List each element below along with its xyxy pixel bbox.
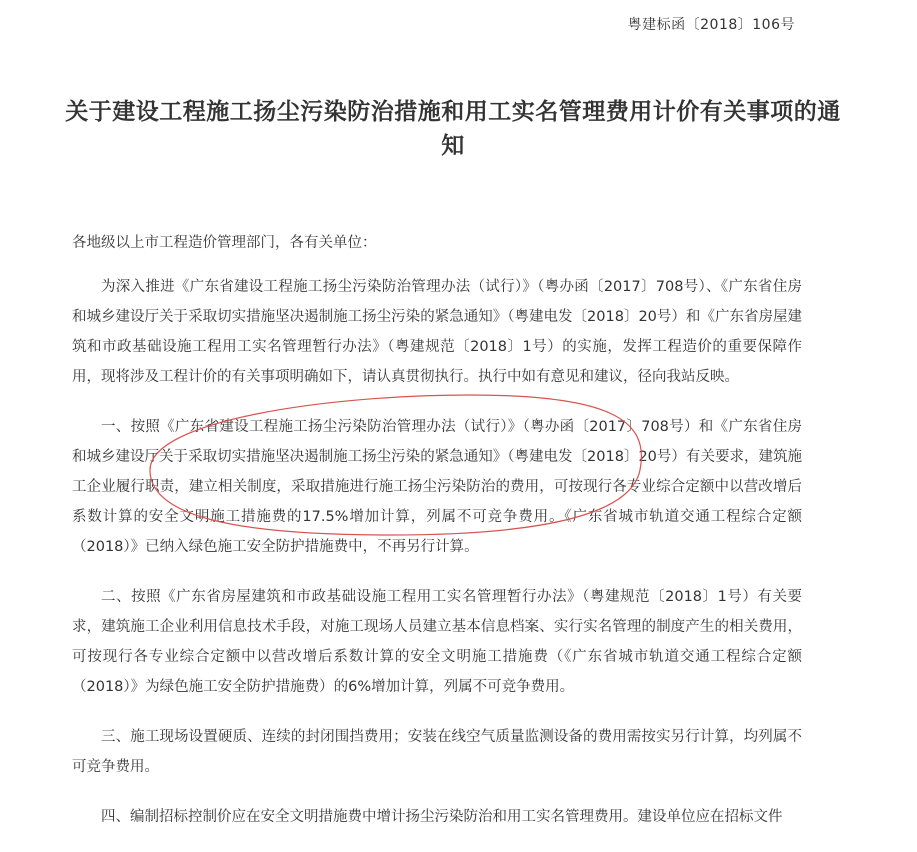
paragraph-item-4: 四、编制招标控制价应在安全文明措施费中增计扬尘污染防治和用工实名管理费用。建设单位应在招标文件 [101,809,783,825]
document-title: 关于建设工程施工扬尘污染防治措施和用工实名管理费用计价有关事项的通知 [65,99,841,159]
salutation: 各地级以上市工程造价管理部门，各有关单位： [72,235,377,251]
paragraph-item-1: 一、按照《广东省建设工程施工扬尘污染防治管理办法（试行）》（粤办函〔2017〕708号）和《广东省住房和城乡建设厅关于采取切实措施坚决遏制施工扬尘污染的紧急通知》（粤建电发〔2018〕20号）有关要求，建筑施工企业履行职责，建立相关制度，采取措施进行施工扬尘污染防治的费用，可按现行各专业综合定额中以营改增后系数计算的安全文明施工措施费的17.5%增加计算，列属不可竞争费用。《广东省城市轨道交通工程综合定额（2018）》已纳入绿色施工安全防护措施费中，不再另行计算。 [72,419,802,555]
paragraph-intro: 为深入推进《广东省建设工程施工扬尘污染防治管理办法（试行）》（粤办函〔2017〕708号）、《广东省住房和城乡建设厅关于采取切实措施坚决遏制施工扬尘污染的紧急通知》（粤建电发〔2018〕20号）和《广东省房屋建筑和市政基础设施工程用工实名管理暂行办法》（粤建规范〔2018〕1号）的实施，发挥工程造价的重要保障作用，现将涉及工程计价的有关事项明确如下，请认真贯彻执行。执行中如有意见和建议，径向我站反映。 [72,279,802,385]
paragraph-item-3: 三、施工现场设置硬质、连续的封闭围挡费用；安装在线空气质量监测设备的费用需按实另行计算，均列属不可竞争费用。 [72,729,802,775]
paragraph-item-2: 二、按照《广东省房屋建筑和市政基础设施工程用工实名管理暂行办法》（粤建规范〔2018〕1号）有关要求，建筑施工企业利用信息技术手段，对施工现场人员建立基本信息档案、实行实名管理的制度产生的相关费用，可按现行各专业综合定额中以营改增后系数计算的安全文明施工措施费（《广东省城市轨道交通工程综合定额（2018）》为绿色施工安全防护措施费）的6%增加计算，列属不可竞争费用。 [72,589,802,695]
document-number: 粤建标函〔2018〕106号 [627,17,795,33]
document-body [72,228,802,852]
